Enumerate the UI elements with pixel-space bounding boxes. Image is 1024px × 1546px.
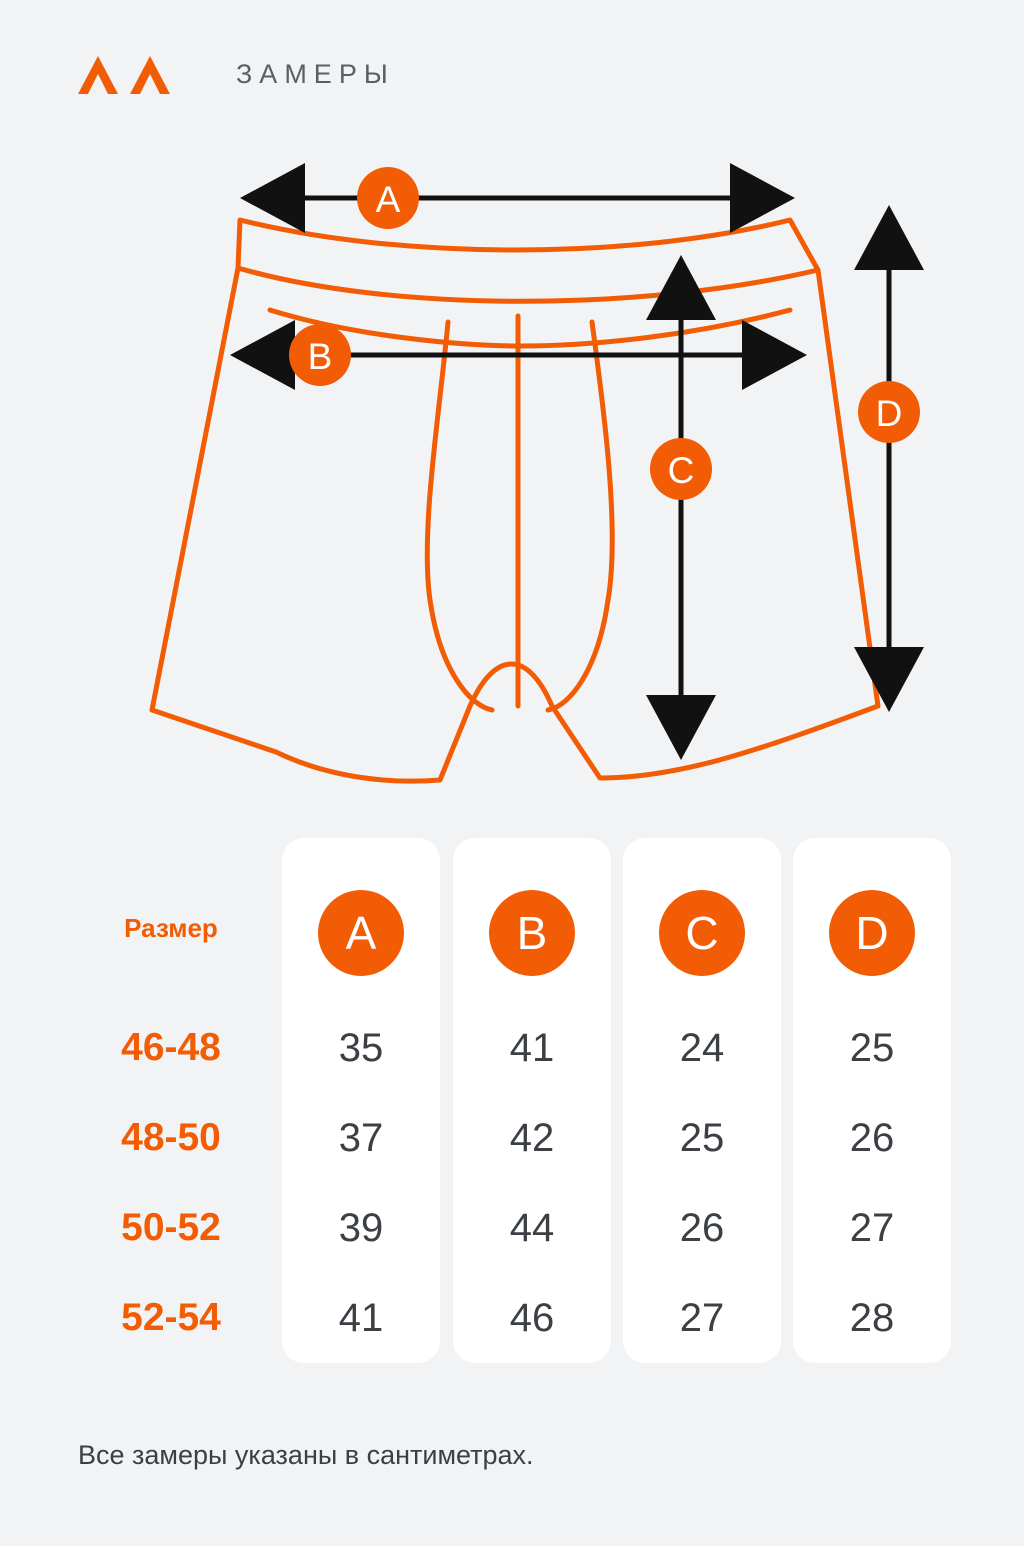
table-cell: 44 <box>509 1206 555 1250</box>
svg-text:A: A <box>375 179 401 220</box>
table-cell: 37 <box>338 1116 384 1160</box>
table-cell: 41 <box>509 1026 555 1070</box>
table-cell: 25 <box>849 1026 895 1070</box>
table-cell: 25 <box>679 1116 725 1160</box>
double-chevron-logo-icon <box>76 52 180 96</box>
table-cell: 41 <box>338 1296 384 1340</box>
page-title: ЗАМЕРЫ <box>236 58 395 89</box>
table-row-size: 50-52 <box>121 1206 221 1249</box>
table-cell: 35 <box>338 1026 384 1070</box>
column-badge-d: D <box>829 890 915 976</box>
table-cell: 27 <box>849 1206 895 1250</box>
table-cell: 26 <box>679 1206 725 1250</box>
size-table <box>0 838 1024 1398</box>
table-cell: 42 <box>509 1116 555 1160</box>
column-badge-b: B <box>489 890 575 976</box>
page-header <box>76 52 395 96</box>
table-cell: 28 <box>849 1296 895 1340</box>
column-badge-c: C <box>659 890 745 976</box>
table-row-size: 46-48 <box>121 1026 221 1069</box>
column-badge-a: A <box>318 890 404 976</box>
dimension-arrow-a <box>250 167 785 229</box>
measurement-diagram <box>0 150 1024 830</box>
table-cell: 26 <box>849 1116 895 1160</box>
table-cell: 39 <box>338 1206 384 1250</box>
footnote-text: Все замеры указаны в сантиметрах. <box>78 1440 534 1470</box>
svg-text:C: C <box>667 450 695 491</box>
table-cell: 46 <box>509 1296 555 1340</box>
svg-text:B: B <box>307 336 333 377</box>
svg-text:D: D <box>875 393 903 434</box>
table-cell: 24 <box>679 1026 725 1070</box>
table-cell: 27 <box>679 1296 725 1340</box>
table-row-size: 52-54 <box>121 1296 221 1339</box>
table-row-size: 48-50 <box>121 1116 221 1159</box>
size-column-header: Размер <box>124 913 218 943</box>
garment-outline <box>152 220 878 781</box>
